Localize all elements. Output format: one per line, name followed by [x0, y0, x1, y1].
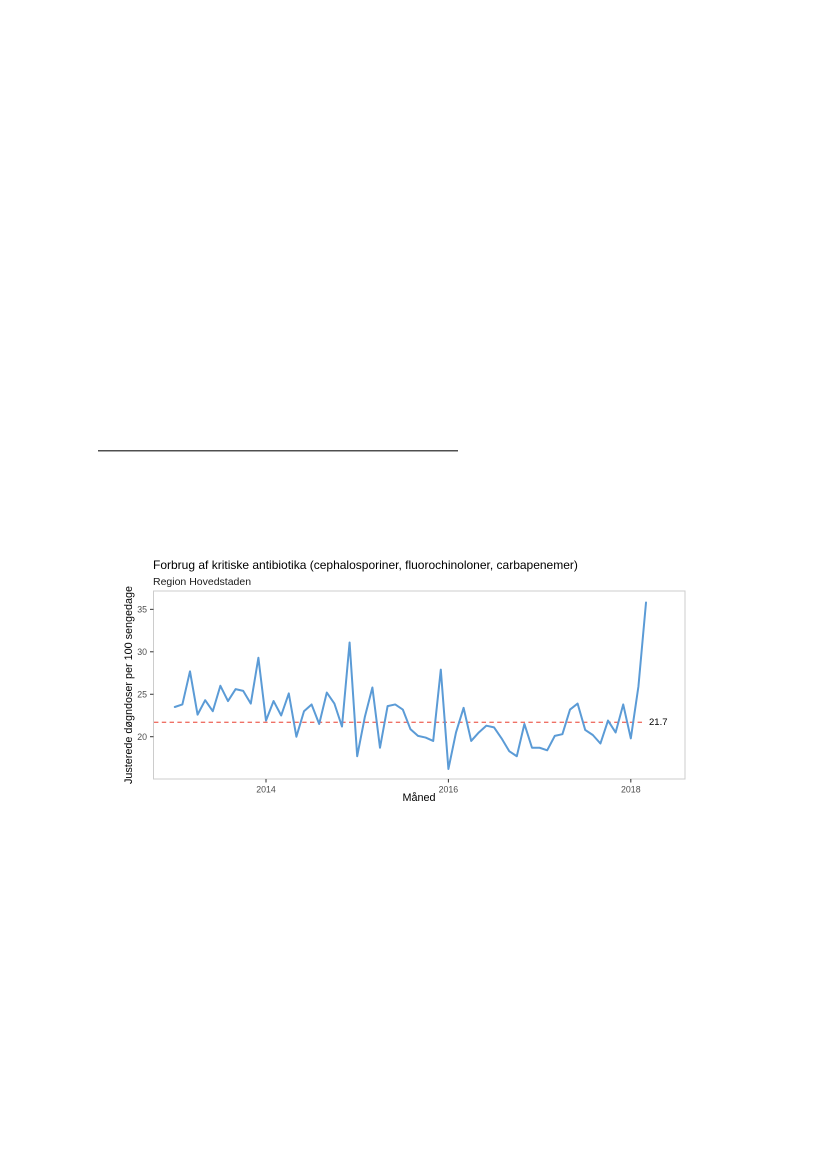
x-tick-label: 2018: [621, 784, 641, 795]
x-tick-label: 2014: [256, 784, 276, 795]
data-line: [175, 603, 646, 769]
y-tick-label: 30: [137, 646, 147, 657]
plot-panel: [154, 591, 686, 779]
y-tick-label: 25: [137, 689, 147, 700]
y-axis-title: Justerede døgndoser per 100 sengedage: [123, 585, 135, 785]
chart-title: Forbrug af kritiske antibiotika (cephalosporiner, fluorochinoloner, carbapenemer): [153, 558, 578, 572]
x-axis-title: Måned: [402, 792, 436, 804]
y-tick-label: 20: [137, 731, 147, 742]
x-tick-label: 2016: [438, 784, 459, 795]
y-tick-label: 35: [137, 604, 147, 615]
reference-line-value-label: 21.7: [649, 717, 668, 728]
chart-subtitle: Region Hovedstaden: [153, 576, 252, 588]
